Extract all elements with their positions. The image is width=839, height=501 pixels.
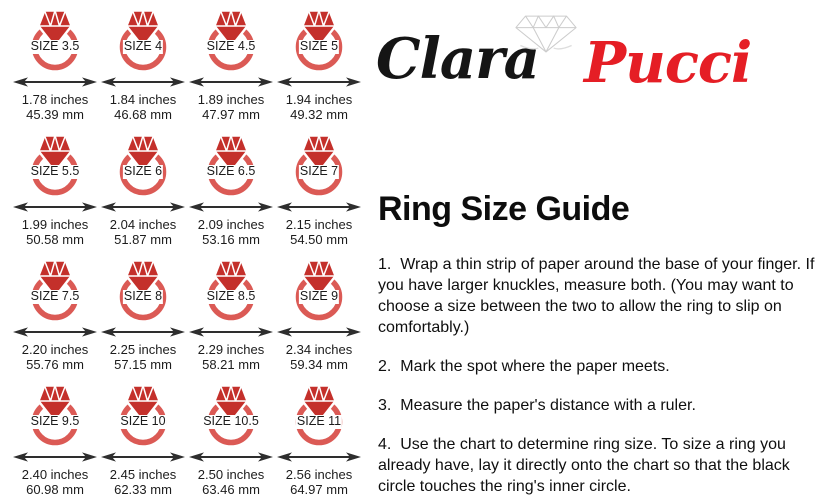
ring-size-cell (99, 3, 187, 128)
diameter-mm: 64.97 mm (290, 481, 348, 497)
diameter-mm: 46.68 mm (114, 106, 172, 122)
ring-with-diamond-icon (191, 257, 271, 321)
guide-step-1: 1. Wrap a thin strip of paper around the base of your finger. If you have larger knuckles, measure both. (You may want to choose a size between the two to allow the ring to slip on comfortably.) (378, 256, 819, 336)
ring-size-label: SIZE 8.5 (206, 289, 256, 303)
ring-with-diamond-icon (103, 7, 183, 71)
diameter-arrow-icon (13, 201, 97, 213)
diameter-arrow-icon (189, 76, 273, 88)
brand-logo (372, 8, 832, 108)
ring-measurements (198, 468, 265, 497)
ring-size-chart (11, 3, 363, 501)
diameter-arrow-icon (277, 76, 361, 88)
diameter-arrow-icon (101, 326, 185, 338)
ring-size-cell (187, 253, 275, 378)
ring-size-label: SIZE 8 (123, 289, 163, 303)
diameter-inches: 1.84 inches (109, 92, 177, 107)
diameter-mm: 55.76 mm (26, 356, 84, 372)
ring-size-label: SIZE 7 (299, 164, 339, 178)
page-title: Ring Size Guide (378, 190, 630, 228)
diameter-mm: 54.50 mm (290, 231, 348, 247)
diameter-mm: 63.46 mm (202, 481, 260, 497)
ring-measurements (286, 93, 353, 122)
guide-step-2: 2. Mark the spot where the paper meets. (378, 358, 670, 375)
diameter-arrow-icon (189, 326, 273, 338)
diameter-inches: 2.40 inches (21, 467, 89, 482)
ring-size-label: SIZE 11 (296, 414, 342, 428)
brand-name-first: Clara (376, 26, 539, 92)
ring-size-cell (275, 3, 363, 128)
diameter-inches: 2.34 inches (285, 342, 353, 357)
ring-measurements (198, 343, 265, 372)
diameter-inches: 2.45 inches (109, 467, 177, 482)
diameter-inches: 2.20 inches (21, 342, 89, 357)
guide-instructions (378, 190, 830, 501)
ring-size-cell (11, 128, 99, 253)
ring-size-label: SIZE 3.5 (30, 39, 80, 53)
diameter-mm: 47.97 mm (202, 106, 260, 122)
diameter-inches: 2.29 inches (197, 342, 265, 357)
ring-with-diamond-icon (279, 257, 359, 321)
ring-size-cell (99, 378, 187, 501)
guide-step-3: 3. Measure the paper's distance with a ruler. (378, 397, 696, 414)
guide-step-4: 4. Use the chart to determine ring size. To size a ring you already have, lay it directly onto the chart so that the black circle touches the ring's inner circle. (378, 436, 795, 495)
ring-measurements (110, 218, 177, 247)
diameter-arrow-icon (101, 451, 185, 463)
diameter-arrow-icon (101, 201, 185, 213)
ring-size-cell (187, 378, 275, 501)
diameter-inches: 2.09 inches (197, 217, 265, 232)
diameter-inches: 2.04 inches (109, 217, 177, 232)
diameter-mm: 62.33 mm (114, 481, 172, 497)
ring-measurements (22, 93, 89, 122)
ring-size-cell (11, 378, 99, 501)
diameter-inches: 1.78 inches (21, 92, 89, 107)
diameter-inches: 2.25 inches (109, 342, 177, 357)
diameter-mm: 45.39 mm (26, 106, 84, 122)
diameter-inches: 1.89 inches (197, 92, 265, 107)
ring-measurements (110, 343, 177, 372)
ring-with-diamond-icon (103, 382, 183, 446)
ring-measurements (286, 343, 353, 372)
ring-measurements (22, 468, 89, 497)
diameter-arrow-icon (277, 201, 361, 213)
diameter-mm: 60.98 mm (26, 481, 84, 497)
ring-size-label: SIZE 9.5 (30, 414, 80, 428)
ring-with-diamond-icon (279, 7, 359, 71)
diameter-arrow-icon (101, 76, 185, 88)
diameter-inches: 1.99 inches (21, 217, 89, 232)
diameter-arrow-icon (13, 76, 97, 88)
ring-measurements (22, 218, 89, 247)
diameter-inches: 2.15 inches (285, 217, 353, 232)
ring-size-label: SIZE 9 (299, 289, 339, 303)
diameter-arrow-icon (277, 451, 361, 463)
ring-with-diamond-icon (191, 382, 271, 446)
ring-with-diamond-icon (103, 132, 183, 196)
diameter-mm: 51.87 mm (114, 231, 172, 247)
diameter-mm: 50.58 mm (26, 231, 84, 247)
diameter-inches: 1.94 inches (285, 92, 353, 107)
diamond-outline-icon (514, 10, 578, 58)
ring-measurements (286, 218, 353, 247)
ring-size-cell (187, 128, 275, 253)
ring-size-label: SIZE 10.5 (203, 414, 259, 428)
ring-with-diamond-icon (15, 257, 95, 321)
ring-measurements (110, 93, 177, 122)
diameter-inches: 2.50 inches (197, 467, 265, 482)
ring-with-diamond-icon (103, 257, 183, 321)
ring-size-label: SIZE 4 (123, 39, 163, 53)
ring-size-label: SIZE 5 (299, 39, 339, 53)
ring-size-label: SIZE 6 (123, 164, 163, 178)
ring-measurements (198, 218, 265, 247)
ring-size-cell (275, 128, 363, 253)
ring-measurements (110, 468, 177, 497)
ring-measurements (198, 93, 265, 122)
ring-size-cell (11, 3, 99, 128)
ring-size-cell (275, 378, 363, 501)
ring-size-cell (275, 253, 363, 378)
ring-size-label: SIZE 6.5 (206, 164, 256, 178)
diameter-arrow-icon (189, 451, 273, 463)
ring-size-label: SIZE 10 (120, 414, 166, 428)
diameter-arrow-icon (277, 326, 361, 338)
brand-name-second: Pucci (584, 30, 752, 96)
ring-with-diamond-icon (191, 7, 271, 71)
ring-with-diamond-icon (15, 382, 95, 446)
ring-size-cell (99, 253, 187, 378)
ring-size-cell (99, 128, 187, 253)
diameter-inches: 2.56 inches (285, 467, 353, 482)
ring-size-label: SIZE 7.5 (30, 289, 80, 303)
ring-size-cell (11, 253, 99, 378)
diameter-mm: 49.32 mm (290, 106, 348, 122)
diameter-arrow-icon (13, 451, 97, 463)
diameter-arrow-icon (13, 326, 97, 338)
ring-size-label: SIZE 5.5 (30, 164, 80, 178)
ring-size-cell (187, 3, 275, 128)
diameter-mm: 59.34 mm (290, 356, 348, 372)
diameter-mm: 58.21 mm (202, 356, 260, 372)
diameter-mm: 57.15 mm (114, 356, 172, 372)
ring-measurements (22, 343, 89, 372)
ring-with-diamond-icon (279, 132, 359, 196)
ring-size-label: SIZE 4.5 (206, 39, 256, 53)
ring-measurements (286, 468, 353, 497)
ring-with-diamond-icon (15, 132, 95, 196)
ring-with-diamond-icon (279, 382, 359, 446)
diameter-arrow-icon (189, 201, 273, 213)
ring-with-diamond-icon (15, 7, 95, 71)
ring-with-diamond-icon (191, 132, 271, 196)
diameter-mm: 53.16 mm (202, 231, 260, 247)
